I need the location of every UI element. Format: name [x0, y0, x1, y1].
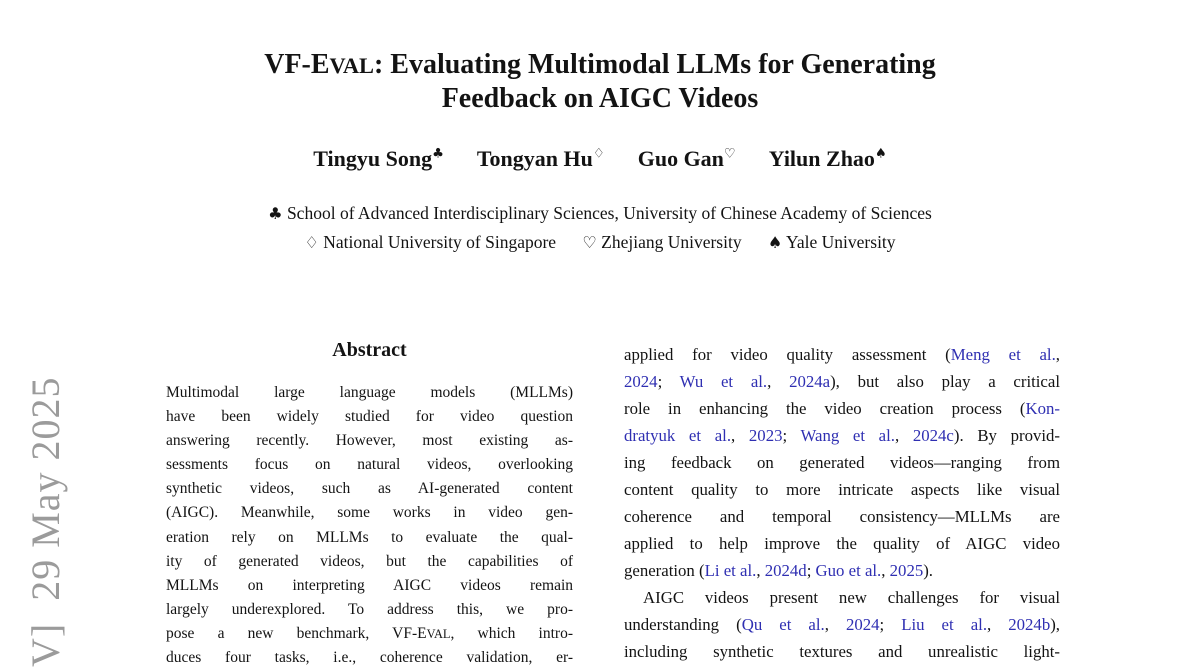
citation-link[interactable]: 2024	[845, 615, 880, 634]
text-segment: AIGC videos present new challenges for visual	[643, 588, 1060, 607]
text-segment: ing feedback on generated videos—ranging from	[624, 453, 1060, 472]
text-segment: role in enhancing the video creation process (	[624, 399, 1026, 418]
text-line	[624, 611, 1060, 638]
text-segment: ,	[731, 426, 749, 445]
text-line	[166, 598, 573, 622]
author-name: Tongyan Hu	[476, 146, 593, 171]
text-segment: ;	[657, 372, 680, 391]
text-segment: MLLMs on interpreting AIGC videos remain	[166, 576, 573, 594]
citation-link[interactable]: 2024c	[912, 426, 954, 445]
affiliation-line-2	[0, 228, 1200, 257]
text-segment: VF-E	[264, 49, 330, 80]
text-segment	[444, 146, 477, 171]
paper-title-line1	[0, 48, 1200, 82]
text-segment: pose a new benchmark, VF-E	[166, 624, 427, 642]
affiliation-symbol: ♢	[592, 146, 605, 162]
text-segment: ). By provid-	[953, 426, 1060, 445]
author-name: Guo Gan	[637, 146, 724, 171]
citation-link[interactable]: Meng et al.	[950, 345, 1056, 364]
text-line	[624, 503, 1060, 530]
text-segment: including synthetic textures and unrealistic light-	[624, 642, 1060, 661]
text-segment: applied for video quality assessment (	[624, 345, 951, 364]
citation-link[interactable]: 2024b	[1008, 615, 1051, 634]
citation-link[interactable]: 2025	[889, 561, 924, 580]
abstract-column	[166, 338, 573, 670]
text-line	[624, 638, 1060, 665]
paper-title	[0, 48, 1200, 115]
text-segment: : Evaluating Multimodal LLMs for Generating	[373, 49, 936, 80]
citation-link[interactable]: Li et al.	[704, 561, 757, 580]
text-segment: National University of Singapore	[318, 232, 557, 252]
text-segment: ,	[894, 426, 913, 445]
text-segment: ).	[923, 561, 934, 580]
text-segment: applied to help improve the quality of AIGC video	[624, 534, 1060, 553]
affiliation-symbol: ♡	[723, 146, 736, 162]
text-segment: largely underexplored. To address this, we pro-	[166, 600, 573, 618]
citation-link[interactable]: Guo et al.	[815, 561, 882, 580]
text-line	[624, 476, 1060, 503]
text-segment: Feedback on AIGC Videos	[441, 83, 759, 114]
text-segment: duces four tasks, i.e., coherence validation, er-	[166, 649, 573, 667]
author-name: Tingyu Song	[313, 146, 433, 171]
citation-link[interactable]: Kon-	[1025, 399, 1060, 418]
citation-link[interactable]: 2024	[624, 372, 658, 391]
text-segment: ,	[756, 561, 765, 580]
citation-link[interactable]: 2023	[748, 426, 783, 445]
text-segment: , which intro-	[450, 624, 573, 642]
text-segment: generation (	[624, 561, 705, 580]
text-line	[624, 395, 1060, 422]
text-segment: Multimodal large language models (MLLMs)	[166, 384, 573, 401]
text-segment: Yale University	[782, 232, 896, 252]
text-segment: eration rely on MLLMs to evaluate the qual-	[166, 528, 573, 546]
text-line	[166, 429, 573, 453]
text-segment: ;	[782, 426, 801, 445]
affiliation-line-1	[0, 199, 1200, 228]
text-segment: sessments focus on natural videos, overlooking	[166, 456, 573, 474]
paper-title-line2	[0, 82, 1200, 115]
text-segment: coherence and temporal consistency—MLLMs are	[624, 507, 1060, 526]
citation-link[interactable]: Liu et al.	[901, 615, 988, 634]
citation-link[interactable]: 2024d	[764, 561, 807, 580]
text-segment: ,	[767, 372, 790, 391]
affiliation-symbol: ♣	[432, 146, 444, 162]
author-line	[0, 145, 1200, 173]
text-line	[166, 646, 573, 670]
text-segment: ity of generated videos, but the capabilities of	[166, 552, 573, 570]
text-segment: ),	[1050, 615, 1060, 634]
text-segment: have been widely studied for video question	[166, 408, 573, 426]
introduction-column	[624, 341, 1060, 665]
citation-link[interactable]: Qu et al.	[741, 615, 825, 634]
text-segment: understanding (	[624, 615, 742, 634]
text-segment: ,	[881, 561, 890, 580]
text-line	[166, 526, 573, 550]
text-segment: Zhejiang University	[596, 232, 742, 252]
text-segment: ,	[987, 615, 1009, 634]
text-segment: VAL	[426, 626, 451, 641]
citation-link[interactable]: Wu et al.	[679, 372, 768, 391]
text-line	[624, 422, 1060, 449]
citation-link[interactable]: 2024a	[789, 372, 831, 391]
abstract-text	[166, 381, 573, 670]
text-segment: ), but also play a critical	[830, 372, 1060, 391]
text-line	[624, 368, 1060, 395]
text-line	[624, 341, 1060, 368]
affiliation-symbol: ♡	[582, 233, 597, 252]
affiliation-symbol: ♢	[304, 233, 319, 252]
text-segment	[556, 232, 582, 252]
text-line	[166, 477, 573, 501]
text-segment: ,	[824, 615, 846, 634]
text-segment: ;	[879, 615, 902, 634]
text-segment: School of Advanced Interdisciplinary Sciences, University of Chinese Academy of Sciences	[282, 203, 932, 223]
text-line	[166, 501, 573, 525]
text-line	[624, 530, 1060, 557]
citation-link[interactable]: dratyuk et al.	[624, 426, 732, 445]
text-line	[166, 381, 573, 405]
author-name: Yilun Zhao	[768, 146, 875, 171]
text-line	[166, 574, 573, 598]
text-segment	[736, 146, 769, 171]
text-segment	[605, 146, 638, 171]
text-line	[166, 405, 573, 429]
affiliations	[0, 199, 1200, 257]
affiliation-symbol: ♣	[268, 204, 283, 223]
text-segment: answering recently. However, most existing as-	[166, 432, 573, 450]
arxiv-date-stamp: V] 29 May 2025	[23, 376, 68, 667]
text-segment: (AIGC). Meanwhile, some works in video gen-	[166, 504, 573, 522]
text-segment: ;	[806, 561, 816, 580]
text-line	[166, 453, 573, 477]
citation-link[interactable]: Wang et al.	[800, 426, 895, 445]
text-line	[624, 557, 1060, 584]
affiliation-symbol: ♠	[767, 233, 783, 252]
text-line	[166, 550, 573, 574]
text-line	[166, 622, 573, 646]
text-segment: content quality to more intricate aspects like visual	[624, 480, 1060, 499]
abstract-heading: Abstract	[332, 339, 407, 361]
text-line	[624, 449, 1060, 476]
text-segment: VAL	[329, 53, 374, 78]
text-line	[624, 584, 1060, 611]
affiliation-symbol: ♠	[874, 146, 887, 162]
text-segment: ,	[1055, 345, 1060, 364]
text-segment: synthetic videos, such as AI-generated content	[166, 480, 573, 498]
text-segment	[742, 232, 768, 252]
